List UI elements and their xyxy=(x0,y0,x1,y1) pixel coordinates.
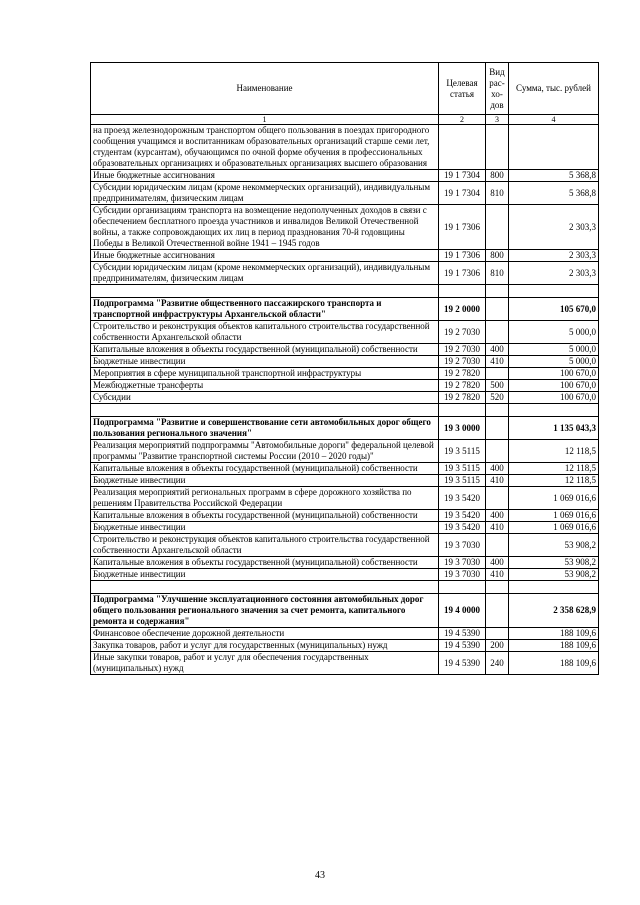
sum-cell: 1 069 016,6 xyxy=(509,487,599,510)
kind-cell xyxy=(486,594,509,628)
kind-cell xyxy=(486,417,509,440)
table-row xyxy=(91,321,599,344)
table-row xyxy=(91,125,599,170)
article-cell: 19 2 0000 xyxy=(439,298,486,321)
kind-cell: 410 xyxy=(486,356,509,368)
spacer-cell xyxy=(509,404,599,417)
article-cell: 19 3 0000 xyxy=(439,417,486,440)
table-row xyxy=(91,640,599,652)
name-cell: Субсидии юридическим лицам (кроме некоммерческих организаций), индивидуальным предпринимателям, физическим лицам xyxy=(91,262,439,285)
table-row xyxy=(91,522,599,534)
sum-cell: 5 368,8 xyxy=(509,170,599,182)
article-cell: 19 1 7306 xyxy=(439,205,486,250)
article-cell: 19 1 7304 xyxy=(439,182,486,205)
sum-cell: 5 000,0 xyxy=(509,321,599,344)
column-number-row xyxy=(91,115,599,125)
name-cell: Подпрограмма "Улучшение эксплуатационного состояния автомобильных дорог общего пользования регионального значения за счет ремонта, капитального ремонта и содержания" xyxy=(91,594,439,628)
name-cell: Субсидии организациям транспорта на возмещение недополученных доходов в связи с обеспечением бесплатного проезда участников и инвалидов Великой Отечественной войны, а также сопровождающих их лиц в период празднования 70-й годовщины Победы в Великой Отечественной войне 1941 – 1945 годов xyxy=(91,205,439,250)
table-body xyxy=(91,125,599,675)
kind-cell: 410 xyxy=(486,569,509,581)
sum-cell: 12 118,5 xyxy=(509,463,599,475)
name-cell: Бюджетные инвестиции xyxy=(91,522,439,534)
name-cell: Реализация мероприятий региональных программ в сфере дорожного хозяйства по решениям Правительства Российской Федерации xyxy=(91,487,439,510)
article-cell: 19 2 7820 xyxy=(439,368,486,380)
sum-cell: 5 368,8 xyxy=(509,182,599,205)
table-row xyxy=(91,628,599,640)
header-name: Наименование xyxy=(91,63,439,115)
spacer-row xyxy=(91,285,599,298)
article-cell: 19 1 7306 xyxy=(439,262,486,285)
table-row xyxy=(91,392,599,404)
table-row xyxy=(91,380,599,392)
kind-cell xyxy=(486,321,509,344)
name-cell: Капитальные вложения в объекты государственной (муниципальной) собственности xyxy=(91,344,439,356)
kind-cell: 400 xyxy=(486,557,509,569)
spacer-cell xyxy=(486,404,509,417)
kind-cell: 810 xyxy=(486,262,509,285)
table-row xyxy=(91,475,599,487)
article-cell xyxy=(439,125,486,170)
column-number: 2 xyxy=(439,115,486,125)
column-number: 3 xyxy=(486,115,509,125)
header-row xyxy=(91,63,599,115)
name-cell: Бюджетные инвестиции xyxy=(91,475,439,487)
kind-cell xyxy=(486,298,509,321)
kind-cell xyxy=(486,487,509,510)
kind-cell: 810 xyxy=(486,182,509,205)
article-cell: 19 2 7030 xyxy=(439,344,486,356)
kind-cell: 400 xyxy=(486,510,509,522)
table-row xyxy=(91,205,599,250)
sum-cell: 5 000,0 xyxy=(509,356,599,368)
sum-cell: 2 303,3 xyxy=(509,250,599,262)
article-cell: 19 3 7030 xyxy=(439,534,486,557)
sum-cell: 188 109,6 xyxy=(509,628,599,640)
name-cell: Подпрограмма "Развитие и совершенствование сети автомобильных дорог общего пользования регионального значения" xyxy=(91,417,439,440)
article-cell: 19 2 7030 xyxy=(439,356,486,368)
table-row xyxy=(91,652,599,675)
sum-cell: 53 908,2 xyxy=(509,557,599,569)
column-number: 1 xyxy=(91,115,439,125)
kind-cell xyxy=(486,125,509,170)
table-row xyxy=(91,440,599,463)
spacer-cell xyxy=(486,285,509,298)
header-article: Целевая статья xyxy=(439,63,486,115)
kind-cell: 240 xyxy=(486,652,509,675)
budget-table xyxy=(90,62,599,675)
table-row xyxy=(91,487,599,510)
article-cell: 19 3 5420 xyxy=(439,510,486,522)
table-row xyxy=(91,250,599,262)
kind-cell: 800 xyxy=(486,170,509,182)
article-cell: 19 4 5390 xyxy=(439,628,486,640)
article-cell: 19 4 0000 xyxy=(439,594,486,628)
kind-cell: 410 xyxy=(486,475,509,487)
table-row xyxy=(91,262,599,285)
kind-cell xyxy=(486,534,509,557)
kind-cell xyxy=(486,205,509,250)
spacer-cell xyxy=(509,581,599,594)
subprogram-row xyxy=(91,417,599,440)
name-cell: Бюджетные инвестиции xyxy=(91,569,439,581)
table-row xyxy=(91,569,599,581)
name-cell: Капитальные вложения в объекты государственной (муниципальной) собственности xyxy=(91,510,439,522)
kind-cell: 520 xyxy=(486,392,509,404)
sum-cell: 2 303,3 xyxy=(509,205,599,250)
article-cell: 19 4 5390 xyxy=(439,640,486,652)
spacer-cell xyxy=(486,581,509,594)
table-row xyxy=(91,368,599,380)
name-cell: Иные закупки товаров, работ и услуг для обеспечения государственных (муниципальных) нужд xyxy=(91,652,439,675)
kind-cell xyxy=(486,440,509,463)
spacer-cell xyxy=(91,404,439,417)
article-cell: 19 3 5115 xyxy=(439,475,486,487)
table-row xyxy=(91,344,599,356)
name-cell: Капитальные вложения в объекты государственной (муниципальной) собственности xyxy=(91,557,439,569)
spacer-cell xyxy=(509,285,599,298)
kind-cell: 400 xyxy=(486,463,509,475)
name-cell: Строительство и реконструкция объектов капитального строительства государственной собственности Архангельской области xyxy=(91,321,439,344)
table-row xyxy=(91,534,599,557)
name-cell: Подпрограмма "Развитие общественного пассажирского транспорта и транспортной инфраструктуры Архангельской области" xyxy=(91,298,439,321)
name-cell: Субсидии юридическим лицам (кроме некоммерческих организаций), индивидуальным предпринимателям, физическим лицам xyxy=(91,182,439,205)
subprogram-row xyxy=(91,298,599,321)
sum-cell: 12 118,5 xyxy=(509,475,599,487)
spacer-cell xyxy=(439,581,486,594)
sum-cell: 2 303,3 xyxy=(509,262,599,285)
name-cell: Капитальные вложения в объекты государственной (муниципальной) собственности xyxy=(91,463,439,475)
kind-cell xyxy=(486,628,509,640)
article-cell: 19 3 7030 xyxy=(439,569,486,581)
article-cell: 19 3 5420 xyxy=(439,487,486,510)
article-cell: 19 2 7030 xyxy=(439,321,486,344)
article-cell: 19 3 5115 xyxy=(439,463,486,475)
table-row xyxy=(91,182,599,205)
kind-cell: 500 xyxy=(486,380,509,392)
sum-cell: 100 670,0 xyxy=(509,392,599,404)
article-cell: 19 1 7306 xyxy=(439,250,486,262)
sum-cell xyxy=(509,125,599,170)
sum-cell: 105 670,0 xyxy=(509,298,599,321)
name-cell: Субсидии xyxy=(91,392,439,404)
article-cell: 19 3 5115 xyxy=(439,440,486,463)
name-cell: Закупка товаров, работ и услуг для государственных (муниципальных) нужд xyxy=(91,640,439,652)
page-number: 43 xyxy=(315,870,325,881)
table-row xyxy=(91,510,599,522)
sum-cell: 5 000,0 xyxy=(509,344,599,356)
kind-cell: 400 xyxy=(486,344,509,356)
article-cell: 19 4 5390 xyxy=(439,652,486,675)
table-row xyxy=(91,557,599,569)
name-cell: Иные бюджетные ассигнования xyxy=(91,170,439,182)
table-row xyxy=(91,463,599,475)
name-cell: Межбюджетные трансферты xyxy=(91,380,439,392)
sum-cell: 100 670,0 xyxy=(509,380,599,392)
name-cell: Реализация мероприятий подпрограммы "Автомобильные дороги" федеральной целевой программы "Развитие транспортной системы России (2010 – 2020 годы)" xyxy=(91,440,439,463)
header-sum: Сумма, тыс. рублей xyxy=(509,63,599,115)
table-row xyxy=(91,356,599,368)
kind-cell xyxy=(486,368,509,380)
sum-cell: 188 109,6 xyxy=(509,640,599,652)
kind-cell: 410 xyxy=(486,522,509,534)
sum-cell: 1 069 016,6 xyxy=(509,510,599,522)
kind-cell: 200 xyxy=(486,640,509,652)
sum-cell: 1 135 043,3 xyxy=(509,417,599,440)
sum-cell: 100 670,0 xyxy=(509,368,599,380)
header-kind: Вид рас-хо-дов xyxy=(486,63,509,115)
spacer-cell xyxy=(91,285,439,298)
sum-cell: 1 069 016,6 xyxy=(509,522,599,534)
kind-cell: 800 xyxy=(486,250,509,262)
article-cell: 19 2 7820 xyxy=(439,380,486,392)
article-cell: 19 3 7030 xyxy=(439,557,486,569)
spacer-row xyxy=(91,404,599,417)
column-number: 4 xyxy=(509,115,599,125)
name-cell: Строительство и реконструкция объектов капитального строительства государственной собственности Архангельской области xyxy=(91,534,439,557)
name-cell: Иные бюджетные ассигнования xyxy=(91,250,439,262)
spacer-cell xyxy=(439,404,486,417)
name-cell: на проезд железнодорожным транспортом общего пользования в поездах пригородного сообщения учащимся и воспитанникам образовательных организаций старше семи лет, студентам (курсантам), обучающимся по очной форме обучения в профессиональных образовательных организациях и образовательных организациях высшего образования xyxy=(91,125,439,170)
sum-cell: 53 908,2 xyxy=(509,569,599,581)
name-cell: Финансовое обеспечение дорожной деятельности xyxy=(91,628,439,640)
article-cell: 19 3 5420 xyxy=(439,522,486,534)
sum-cell: 12 118,5 xyxy=(509,440,599,463)
spacer-cell xyxy=(439,285,486,298)
sum-cell: 2 358 628,9 xyxy=(509,594,599,628)
name-cell: Бюджетные инвестиции xyxy=(91,356,439,368)
spacer-row xyxy=(91,581,599,594)
sum-cell: 53 908,2 xyxy=(509,534,599,557)
sum-cell: 188 109,6 xyxy=(509,652,599,675)
article-cell: 19 2 7820 xyxy=(439,392,486,404)
article-cell: 19 1 7304 xyxy=(439,170,486,182)
spacer-cell xyxy=(91,581,439,594)
subprogram-row xyxy=(91,594,599,628)
table-row xyxy=(91,170,599,182)
name-cell: Мероприятия в сфере муниципальной транспортной инфраструктуры xyxy=(91,368,439,380)
